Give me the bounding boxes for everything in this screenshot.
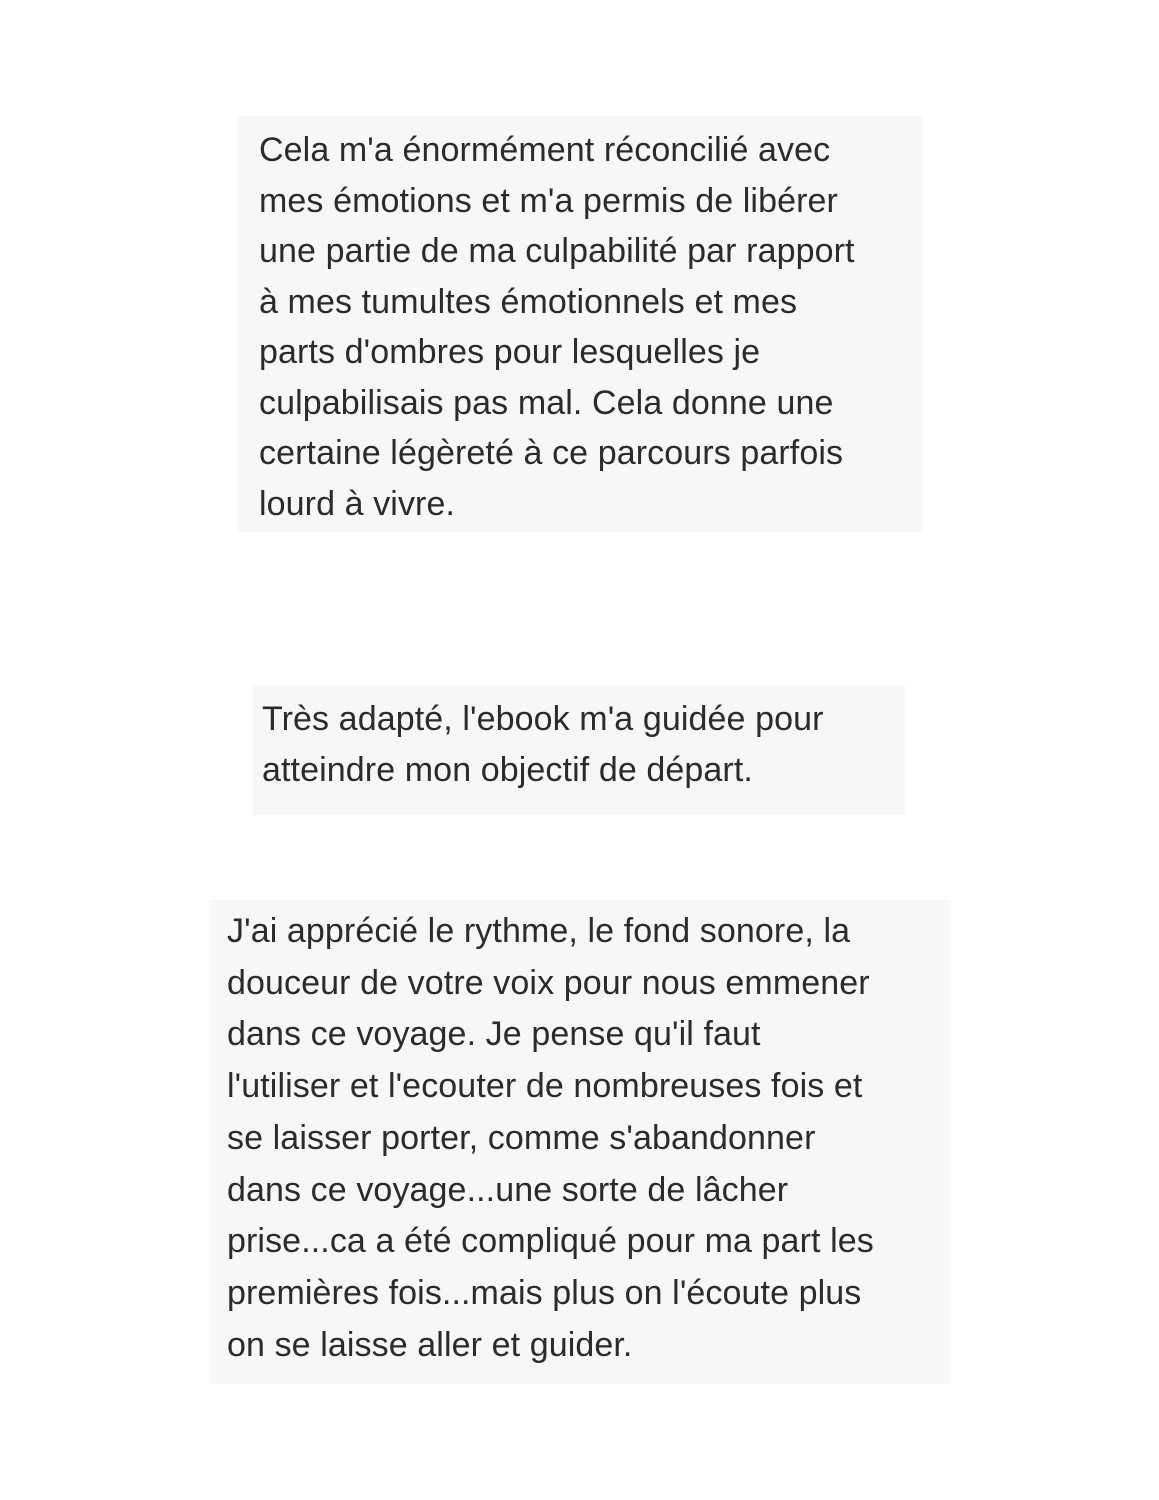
testimonial-text: J'ai apprécié le rythme, le fond sonore, la douceur de votre voix pour nous emmener dans ce voyage. Je pense qu'il faut l'utiliser et l'ecouter de nombreuses fois et se laisser porter, comme s'abandonner dans ce voyage...une sorte de lâcher prise...ca a été compliqué pour ma part les premières fois...mais plus on l'écoute plus on se laisse aller et guider.	[227, 912, 874, 1364]
testimonial-card	[210, 900, 950, 1384]
testimonial-card	[253, 686, 905, 815]
testimonial-card	[238, 116, 922, 532]
testimonial-text: Très adapté, l'ebook m'a guidée pour atteindre mon objectif de départ.	[262, 700, 824, 789]
testimonial-text: Cela m'a énormément réconcilié avec mes émotions et m'a permis de libérer une partie de ma culpabilité par rapport à mes tumultes émotionnels et mes parts d'ombres pour lesquelles je culpabilisais pas mal. Cela donne une certaine légèreté à ce parcours parfois lourd à vivre.	[259, 131, 855, 523]
